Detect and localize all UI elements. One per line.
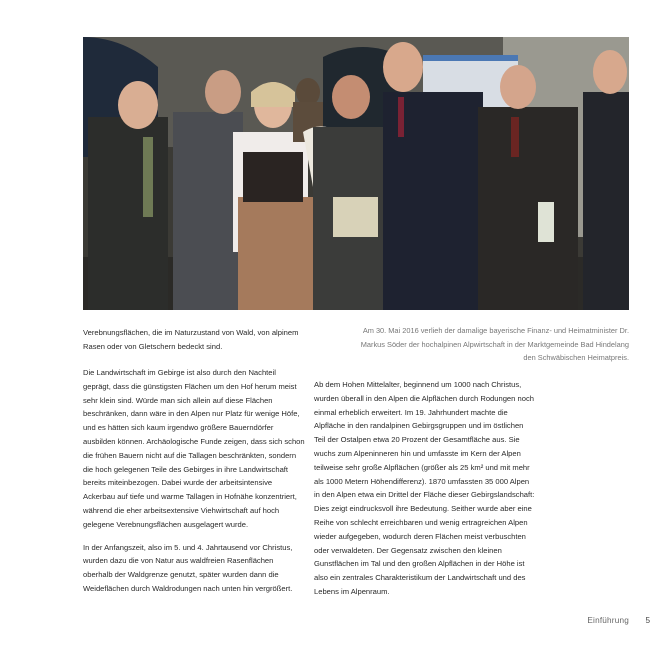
middle-paragraph-1: Ab dem Hohen Mittelalter, beginnend um 1000 nach Christus, wurden überall in den Alpen die Alpflächen durch Rodungen noch einmal erheblich erweitert. Im 19. Jahrhundert machte die Alpfläche in den randalpinen Gebirgsgruppen und im östlichen Teil der Ostalpen etwa 20 Prozent der Gesamtfläche aus. Sie wuchs zum Alpeninneren hin und umfasste im Kern der Alpen teilweise sehr große Alpflächen (größer als 25 km² und mit mehr als 1000 Metern Höhendifferenz). 1870 umfassten 35 000 Alpen in den Alpen etwa ein Drittel der Fläche dieser Gebirgslandschaft: Dies zeigt eindrucksvoll ihre Bedeutung. Seither wurde aber eine Reihe von schlecht erreichbaren und wenig ertragreichen Alpen wieder aufgegeben, wodurch deren Flächen meist verbuschten oder verwaldeten. Der Gegensatz zwischen den kleinen Gunstflächen im Tal und den großen Alpflächen in der Höhe ist also ein zentrales Charakteristikum der Landwirtschaft und des Lebens im Alpenraum. (314, 380, 535, 596)
photo-illustration (83, 37, 629, 310)
middle-column (314, 378, 536, 608)
award-ceremony-photo (83, 37, 629, 310)
left-column (83, 366, 305, 605)
page-number: 5 (645, 616, 650, 625)
intro-text: Verebnungsflächen, die im Naturzustand von Wald, von alpinem Rasen oder von Gletschern bedeckt sind. (83, 328, 299, 351)
photo-caption: Am 30. Mai 2016 verlieh der damalige bayerische Finanz- und Heimatminister Dr. Markus Söder der hochalpinen Alpwirtschaft in der Marktgemeinde Bad Hindelang den Schwäbischen Heimatpreis. (360, 326, 629, 363)
footer-section-label: Einführung (587, 616, 629, 625)
intro-paragraph (83, 326, 305, 363)
left-paragraph-1: Die Landwirtschaft im Gebirge ist also durch den Nachteil geprägt, dass die günstigsten Flächen um den Hof herum meist sehr klein sind. Würde man sich allein auf diese Flächen beschränken, dann wäre in den Alpen nur Platz für wenige Höfe, und es hätten sich kaum irgendwo größere Bauerndörfer ausbilden können. Archäologische Funde zeigen, dass sich schon die frühen Bauern nicht auf die Tallagen beschränkten, sondern die hoch gelegenen Teile des Gebirges in ihre Landwirtschaft bereits miteinbezogen. Dabei wurde der arbeitsintensive Ackerbau auf tiefe und warme Tallagen in Hofnähe konzentriert, während die eher arbeitsextensive Viehwirtschaft auf hoch gelegene Verebnungsflächen ausgelagert wurde. (83, 368, 305, 529)
left-paragraph-2: In der Anfangszeit, also im 5. und 4. Jahrtausend vor Christus, wurden dazu die von Natur aus waldfreien Rasenflächen oberhalb der Waldgrenze genutzt, später wurden dann die Weideflächen durch Waldrodungen nach unten hin vergrößert. (83, 542, 293, 593)
